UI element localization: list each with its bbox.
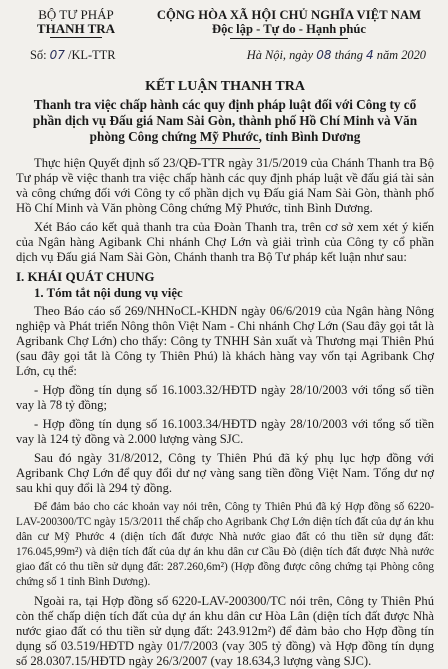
paragraph-mortgage: Để đảm bảo cho các khoản vay nói trên, Công ty Thiên Phú đã ký Hợp đồng số 6220-LAV-200300/TC ngày 15/3/2011 thế chấp cho Agribank Chợ Lớn diện tích đất của dự án khu dân cư Mỹ Phước 4 (diện tích đất được Nhà nước giao đất có thu tiền sử dụng đất: 176.045,99m²) và diện tích đất của dự án khu dân cư Cầu Đò (diện tích đất được Nhà nước giao đất có thu tiền sử dụng đất: 287.260,6m²) (Hợp đồng được công chứng tại Phòng công chứng số 1 tỉnh Bình Dương). [16, 501, 434, 588]
date-month-handwritten: 4 [366, 48, 374, 62]
paragraph-conclusion-intro: Xét Báo cáo kết quả thanh tra của Đoàn Thanh tra, trên cơ sở xem xét ý kiến của Ngân hàng Agibank Chi nhánh Chợ Lớn và giải trình của Công ty cổ phần dịch vụ Đấu giá Nam Sài Gòn, Chánh thanh tra Bộ Tư pháp kết luận như sau: [16, 220, 434, 264]
document-subtitle: Thanh tra việc chấp hành các quy định pháp luật đối với Công ty cổ phần dịch vụ Đấu giá Nam Sài Gòn, thành phố Hồ Chí Minh và Văn phòng Công chứng Mỹ Phước, tỉnh Bình Dương [32, 97, 418, 144]
title-divider [190, 148, 260, 149]
agency-underline [50, 37, 102, 38]
date-prefix: Hà Nội, ngày [246, 48, 314, 62]
paragraph-contract-1: - Hợp đồng tín dụng số 16.1003.32/HĐTD ngày 28/10/2003 với tổng số tiền vay là 78 tỷ đồng; [16, 383, 434, 412]
paragraph-additional-mortgage: Ngoài ra, tại Hợp đồng số 6220-LAV-200300/TC nói trên, Công ty Thiên Phú còn thế chấp diện tích đất của dự án khu dân cư Hòa Lân (diện tích đất được Nhà nước giao đất có thu tiền sử dụng đất: 243.912m²) để đảm bảo cho Hợp đồng tín dụng số 03.519/HĐTD ngày 01/7/2003 (vay 305 tỷ đồng) và Hợp đồng tín dụng số 28.0307.15/HĐTD ngày 26/3/2007 (vay 18.634,3 lượng vàng SJC). [16, 594, 434, 668]
paragraph-report: Theo Báo cáo số 269/NHNoCL-KHDN ngày 06/6/2019 của Ngân hàng Nông nghiệp và Phát triển Nông thôn Việt Nam - Chi nhánh Chợ Lớn (Sau đây gọi tắt là Agribank Chợ Lớn) cho thấy: Công ty TNHH Sản xuất và Thương mại Thiên Phú (sau đây gọi tắt là Công ty Thiên Phú) là khách hàng vay vốn tại Agribank Chợ Lớn, cụ thể: [16, 304, 434, 378]
doc-number-prefix: Số: [30, 48, 47, 62]
document-body [16, 156, 434, 669]
national-motto: Độc lập - Tự do - Hạnh phúc [212, 22, 366, 36]
number-date-line [16, 48, 434, 63]
doc-number-suffix: /KL-TTR [68, 48, 116, 62]
section-heading: I. KHÁI QUÁT CHUNG [16, 269, 155, 284]
document-header [16, 8, 434, 39]
document-date [247, 48, 434, 63]
date-day-handwritten: 08 [316, 48, 332, 62]
national-heading [144, 8, 434, 39]
issuing-agency [16, 8, 136, 39]
paragraph-decision: Thực hiện Quyết định số 23/QĐ-TTR ngày 31/5/2019 của Chánh Thanh tra Bộ Tư pháp về việc thanh tra việc chấp hành các quy định pháp luật về đấu giá tài sản và công chứng đối với Công ty cổ phần dịch vụ Đấu giá Nam Sài Gòn, thành phố Hồ Chí Minh và Văn phòng Công chứng Mỹ Phước, tỉnh Bình Dương. [16, 156, 434, 215]
motto-underline [230, 38, 348, 39]
doc-number-handwritten: 07 [49, 48, 65, 62]
subsection-heading: 1. Tóm tắt nội dung vụ việc [34, 286, 183, 300]
document-title: KẾT LUẬN THANH TRA [145, 79, 305, 94]
document-number [16, 48, 116, 63]
paragraph-contract-2: - Hợp đồng tín dụng số 16.1003.34/HĐTD ngày 28/10/2003 với tổng số tiền vay là 124 tỷ đồng và 2.000 lượng vàng SJC. [16, 417, 434, 446]
agency-line-2: THANH TRA [36, 21, 116, 36]
paragraph-appendix: Sau đó ngày 31/8/2012, Công ty Thiên Phú đã ký phụ lục hợp đồng với Agribank Chợ Lớn để quy đổi dư nợ vàng sang tiền đồng Việt Nam. Tổng dư nợ sau khi quy đổi là 294 tỷ đồng. [16, 451, 434, 495]
agency-line-1: BỘ TƯ PHÁP [38, 7, 114, 22]
date-year: năm 2020 [376, 48, 426, 62]
date-month-word: tháng [334, 48, 363, 62]
nation-name: CỘNG HÒA XÃ HỘI CHỦ NGHĨA VIỆT NAM [156, 8, 422, 22]
